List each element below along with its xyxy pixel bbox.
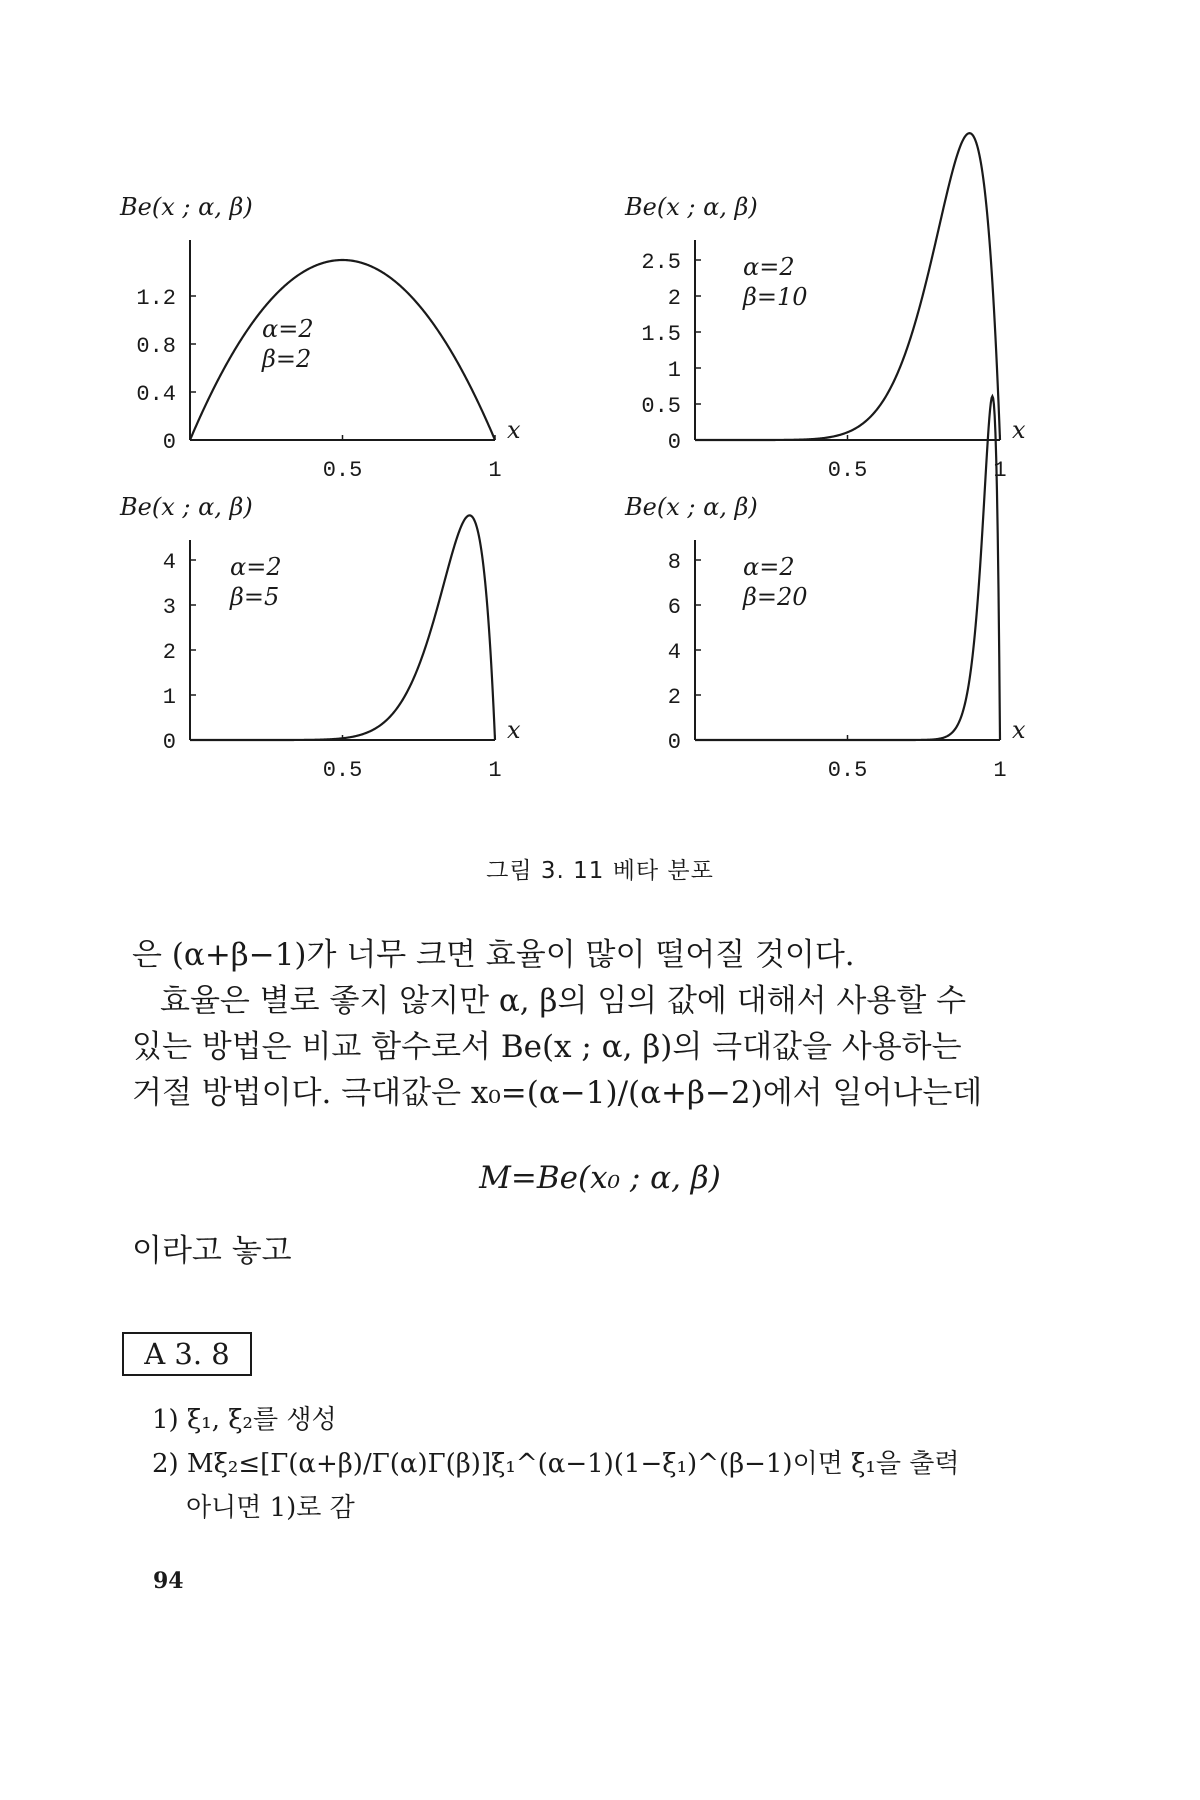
y-tick-label: 4: [162, 550, 176, 575]
text-line: 은 (α+β−1)가 너무 크면 효율이 많이 떨어질 것이다.: [132, 937, 855, 973]
y-tick-label: 8: [667, 550, 681, 575]
y-tick-label: 1: [162, 685, 176, 710]
x-axis-label: x: [1012, 416, 1026, 444]
x-tick-label: 1: [993, 758, 1007, 783]
parameter-annotation: β=2: [262, 345, 312, 373]
algorithm-steps: [152, 1398, 1052, 1530]
y-tick-label: 2: [667, 286, 681, 311]
plot-beta-2-2: [110, 185, 550, 483]
y-tick-label: 4: [667, 640, 681, 665]
plot-beta-2-20-svg: [615, 485, 1055, 783]
y-tick-label: 2.5: [641, 250, 681, 275]
x-axis-label: x: [507, 416, 521, 444]
plot-beta-2-5-svg: [110, 485, 550, 783]
y-tick-label: 0: [162, 730, 176, 755]
x-tick-label: 0.5: [322, 758, 363, 783]
parameter-annotation: β=5: [230, 583, 280, 611]
y-tick-label: 1: [667, 358, 681, 383]
parameter-annotation: α=2: [230, 553, 282, 581]
y-tick-label: 2: [667, 685, 681, 710]
y-tick-label: 2: [162, 640, 176, 665]
figure-caption: 그림 3. 11 베타 분포: [486, 858, 714, 884]
x-axis-label: x: [1012, 716, 1026, 744]
plot-beta-2-20: [615, 485, 1055, 783]
beta-density-curve: [190, 515, 495, 740]
parameter-annotation: α=2: [743, 553, 795, 581]
algorithm-step: 1) ξ₁, ξ₂를 생성: [152, 1405, 337, 1435]
text-line: 있는 방법은 비교 함수로서 Be(x ; α, β)의 극대값을 사용하는: [132, 1029, 962, 1065]
plot-beta-2-2-svg: [110, 185, 550, 483]
y-axis-title: Be(x ; α, β): [120, 493, 253, 521]
y-tick-label: 0: [162, 430, 176, 455]
text-line: 거절 방법이다. 극대값은 x₀=(α−1)/(α+β−2)에서 일어나는데: [132, 1075, 983, 1111]
y-tick-label: 0: [667, 430, 681, 455]
x-tick-label: 1: [488, 758, 502, 783]
algorithm-label: A 3. 8: [122, 1332, 252, 1376]
paragraph-1: [132, 932, 1032, 1116]
y-tick-label: 1.2: [136, 286, 176, 311]
plot-beta-2-5: [110, 485, 550, 783]
text-line: 효율은 별로 좋지 않지만 α, β의 임의 값에 대해서 사용할 수: [160, 983, 967, 1019]
x-tick-label: 1: [488, 458, 502, 483]
y-tick-label: 6: [667, 595, 681, 620]
beta-density-curve: [190, 260, 495, 440]
x-tick-label: 1: [993, 458, 1007, 483]
y-tick-label: 0.8: [136, 334, 176, 359]
x-tick-label: 0.5: [827, 758, 868, 783]
parameter-annotation: β=10: [743, 283, 808, 311]
parameter-annotation: α=2: [743, 253, 795, 281]
y-tick-label: 3: [162, 595, 176, 620]
y-axis-title: Be(x ; α, β): [120, 193, 253, 221]
equation: M=Be(x₀ ; α, β): [479, 1160, 721, 1196]
paragraph-2: [132, 1228, 1032, 1274]
y-tick-label: 0.4: [136, 382, 176, 407]
x-tick-label: 0.5: [322, 458, 363, 483]
y-tick-label: 0.5: [641, 394, 681, 419]
x-axis-label: x: [507, 716, 521, 744]
beta-density-curve: [695, 133, 1000, 440]
y-tick-label: 0: [667, 730, 681, 755]
parameter-annotation: β=20: [743, 583, 808, 611]
y-axis-title: Be(x ; α, β): [625, 193, 758, 221]
page-number: 94: [153, 1568, 184, 1594]
parameter-annotation: α=2: [262, 315, 314, 343]
algorithm-step: 2) Mξ₂≤[Γ(α+β)/Γ(α)Γ(β)]ξ₁^(α−1)(1−ξ₁)^(β−1)이면 ξ₁을 출력: [152, 1449, 960, 1479]
y-tick-label: 1.5: [641, 322, 681, 347]
text-line: 이라고 놓고: [132, 1233, 292, 1269]
x-tick-label: 0.5: [827, 458, 868, 483]
y-axis-title: Be(x ; α, β): [625, 493, 758, 521]
algorithm-step: 아니면 1)로 감: [186, 1493, 355, 1523]
